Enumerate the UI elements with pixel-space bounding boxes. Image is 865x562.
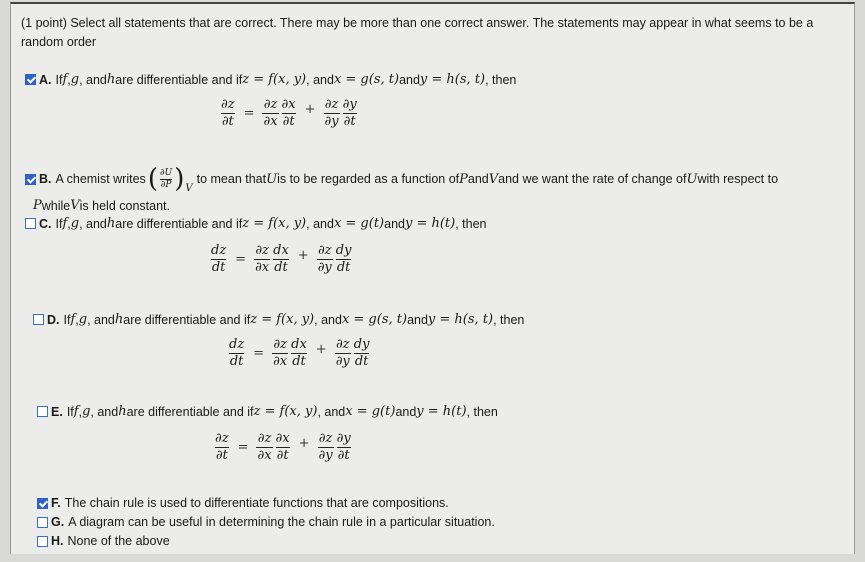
option-a-text: and bbox=[399, 72, 420, 87]
option-e-checkbox[interactable] bbox=[37, 406, 48, 417]
equals-sign: = bbox=[243, 106, 255, 121]
option-f-checkbox[interactable] bbox=[37, 498, 48, 509]
frac-den: ∂x bbox=[263, 114, 278, 129]
plus-sign: + bbox=[304, 102, 316, 117]
option-d-text: , and bbox=[314, 312, 342, 327]
option-e-text: , and bbox=[317, 404, 346, 419]
math-g: g bbox=[82, 404, 91, 419]
right-paren: ) bbox=[174, 164, 185, 194]
math-condition: y = h(s, t) bbox=[427, 312, 494, 327]
equals-sign: = bbox=[237, 440, 249, 455]
math-condition: z = f(x, y) bbox=[242, 216, 307, 231]
math-condition: x = g(s, t) bbox=[341, 312, 408, 327]
option-f-text: The chain rule is used to differentiate functions that are compositions. bbox=[64, 496, 449, 510]
comma: , bbox=[67, 216, 71, 231]
fraction bbox=[317, 244, 333, 275]
math-condition: y = h(s, t) bbox=[419, 72, 486, 87]
option-b-text: with respect to bbox=[697, 172, 779, 186]
fraction bbox=[342, 98, 358, 129]
frac-den: ∂t bbox=[215, 448, 228, 463]
fraction bbox=[335, 338, 351, 369]
option-h-letter: H. bbox=[51, 534, 64, 548]
frac-num: ∂z bbox=[215, 431, 229, 446]
option-b-letter: B. bbox=[39, 172, 52, 186]
option-b-text: is to be regarded as a function of bbox=[277, 172, 460, 186]
frac-num: ∂x bbox=[281, 97, 296, 112]
equals-sign: = bbox=[253, 346, 265, 361]
option-g-letter: G. bbox=[51, 515, 65, 529]
math-f: f bbox=[62, 216, 68, 231]
math-h: h bbox=[118, 404, 127, 419]
option-a-text: , and bbox=[79, 72, 107, 87]
option-a-text: , and bbox=[306, 72, 334, 87]
option-b-text: A chemist writes bbox=[55, 172, 146, 186]
option-d-text: , then bbox=[493, 312, 525, 327]
fraction bbox=[324, 98, 340, 129]
option-e[interactable] bbox=[37, 404, 498, 419]
frac-den: ∂y bbox=[324, 114, 339, 129]
frac-num: dy bbox=[353, 337, 370, 352]
frac-num: ∂z bbox=[324, 97, 339, 112]
partial-notation bbox=[148, 166, 193, 192]
math-u: U bbox=[266, 171, 278, 187]
option-e-equation bbox=[213, 432, 353, 463]
option-c-checkbox[interactable] bbox=[25, 218, 36, 229]
comma: , bbox=[78, 404, 83, 419]
frac-den: ∂t bbox=[337, 448, 350, 463]
frac-num: ∂z bbox=[263, 97, 278, 112]
frac-den: ∂y bbox=[318, 448, 333, 463]
option-g[interactable] bbox=[37, 515, 495, 529]
fraction bbox=[318, 432, 334, 463]
option-c-equation bbox=[209, 244, 353, 275]
frac-den: ∂t bbox=[221, 114, 234, 129]
math-f: f bbox=[70, 312, 76, 327]
frac-num: ∂z bbox=[221, 97, 235, 112]
subscript: V bbox=[185, 182, 193, 194]
fraction bbox=[220, 98, 236, 129]
option-c-text: If bbox=[55, 216, 63, 231]
option-b-text: and bbox=[467, 172, 489, 186]
frac-den: dt bbox=[292, 354, 306, 369]
option-b-text: while bbox=[41, 198, 71, 213]
option-d[interactable] bbox=[33, 312, 524, 327]
fraction bbox=[272, 244, 290, 275]
option-b-line2 bbox=[33, 198, 170, 213]
frac-den: ∂x bbox=[255, 260, 270, 275]
math-h: h bbox=[106, 72, 116, 87]
math-h: h bbox=[106, 216, 116, 231]
option-e-text: and bbox=[395, 404, 417, 419]
option-d-letter: D. bbox=[47, 312, 60, 327]
option-a-letter: A. bbox=[39, 72, 52, 87]
fraction bbox=[254, 244, 270, 275]
frac-den: ∂P bbox=[160, 179, 172, 190]
plus-sign: + bbox=[315, 342, 327, 357]
option-h-checkbox[interactable] bbox=[37, 536, 48, 547]
math-condition: x = g(t) bbox=[333, 216, 385, 231]
option-c-text: are differentiable and if bbox=[115, 216, 243, 231]
option-c-text: , and bbox=[306, 216, 334, 231]
frac-den: dt bbox=[211, 260, 226, 275]
fraction bbox=[262, 98, 278, 129]
frac-den: dt bbox=[336, 260, 351, 275]
math-g: g bbox=[78, 312, 88, 327]
option-c-text: , and bbox=[79, 216, 107, 231]
option-c[interactable] bbox=[25, 216, 487, 231]
frac-num: dx bbox=[273, 243, 289, 258]
option-a-checkbox[interactable] bbox=[25, 74, 36, 85]
option-f-letter: F. bbox=[51, 496, 61, 510]
frac-num: ∂x bbox=[275, 431, 290, 446]
fraction bbox=[275, 432, 291, 463]
math-u: U bbox=[686, 171, 698, 187]
math-condition: z = f(x, y) bbox=[242, 72, 307, 87]
math-g: g bbox=[70, 216, 80, 231]
math-f: f bbox=[73, 404, 79, 419]
frac-num: ∂z bbox=[257, 431, 272, 446]
frac-den: dt bbox=[274, 260, 288, 275]
fraction bbox=[228, 338, 245, 369]
option-c-letter: C. bbox=[39, 216, 52, 231]
frac-num: ∂z bbox=[318, 431, 333, 446]
fraction bbox=[210, 244, 227, 275]
math-condition: x = g(s, t) bbox=[333, 72, 400, 87]
option-d-text: If bbox=[63, 312, 71, 327]
option-g-text: A diagram can be useful in determining the chain rule in a particular situation. bbox=[68, 515, 495, 529]
fraction bbox=[214, 432, 230, 463]
frac-num: ∂z bbox=[317, 243, 332, 258]
fraction bbox=[159, 169, 173, 190]
frac-num: ∂U bbox=[159, 167, 173, 178]
fraction bbox=[336, 432, 352, 463]
math-h: h bbox=[114, 312, 124, 327]
math-v: V bbox=[488, 171, 499, 187]
option-e-text: , then bbox=[466, 404, 498, 419]
frac-den: ∂t bbox=[276, 448, 289, 463]
option-e-text: , and bbox=[90, 404, 119, 419]
option-b-text: to mean that bbox=[196, 172, 267, 186]
math-f: f bbox=[62, 72, 68, 87]
fraction bbox=[281, 98, 297, 129]
fraction bbox=[353, 338, 371, 369]
option-a-text: are differentiable and if bbox=[115, 72, 243, 87]
fraction bbox=[335, 244, 353, 275]
comma: , bbox=[67, 72, 71, 87]
frac-den: ∂t bbox=[343, 114, 356, 129]
option-b-checkbox[interactable] bbox=[25, 174, 36, 185]
math-condition: z = f(x, y) bbox=[250, 312, 315, 327]
comma: , bbox=[75, 312, 79, 327]
frac-num: dz bbox=[211, 243, 227, 258]
plus-sign: + bbox=[298, 436, 310, 451]
frac-num: ∂z bbox=[335, 337, 350, 352]
frac-num: ∂z bbox=[273, 337, 287, 352]
fraction bbox=[256, 432, 272, 463]
frac-den: ∂y bbox=[317, 260, 332, 275]
math-p: P bbox=[459, 171, 468, 187]
option-b[interactable] bbox=[25, 166, 778, 192]
option-d-text: , and bbox=[87, 312, 115, 327]
frac-den: dt bbox=[354, 354, 369, 369]
frac-num: dz bbox=[229, 337, 245, 352]
option-a-equation bbox=[219, 98, 359, 129]
option-b-text: and we want the rate of change of bbox=[498, 172, 687, 186]
option-d-text: and bbox=[407, 312, 428, 327]
option-f[interactable] bbox=[37, 496, 449, 510]
frac-den: ∂t bbox=[282, 114, 295, 129]
option-h[interactable] bbox=[37, 534, 170, 548]
math-g: g bbox=[70, 72, 80, 87]
math-condition: y = h(t) bbox=[416, 404, 467, 419]
option-a-text: If bbox=[55, 72, 63, 87]
equals-sign: = bbox=[235, 252, 247, 267]
option-c-text: , then bbox=[455, 216, 487, 231]
option-e-text: If bbox=[66, 404, 74, 419]
option-b-text: is held constant. bbox=[79, 198, 170, 213]
math-condition: x = g(t) bbox=[345, 404, 396, 419]
fraction bbox=[272, 338, 288, 369]
question-panel bbox=[10, 2, 855, 554]
frac-num: dx bbox=[291, 337, 307, 352]
question-header: (1 point) Select all statements that are correct. There may be more than one correct answer. The statements may appear in what seems to be a random order bbox=[21, 16, 814, 49]
frac-den: ∂x bbox=[257, 448, 272, 463]
frac-den: ∂x bbox=[273, 354, 288, 369]
option-h-text: None of the above bbox=[67, 534, 170, 548]
option-a[interactable] bbox=[25, 72, 516, 87]
option-d-checkbox[interactable] bbox=[33, 314, 44, 325]
frac-den: dt bbox=[229, 354, 244, 369]
option-g-checkbox[interactable] bbox=[37, 517, 48, 528]
option-e-text: are differentiable and if bbox=[126, 404, 254, 419]
math-condition: z = f(x, y) bbox=[253, 404, 318, 419]
option-a-text: , then bbox=[485, 72, 517, 87]
frac-num: dy bbox=[335, 243, 352, 258]
frac-num: ∂z bbox=[255, 243, 269, 258]
math-condition: y = h(t) bbox=[404, 216, 456, 231]
plus-sign: + bbox=[297, 248, 309, 263]
option-e-letter: E. bbox=[51, 404, 63, 419]
frac-num: ∂y bbox=[342, 97, 357, 112]
option-d-equation bbox=[227, 338, 371, 369]
left-paren: ( bbox=[147, 164, 158, 194]
option-c-text: and bbox=[384, 216, 405, 231]
math-v: V bbox=[70, 198, 80, 213]
frac-num: ∂y bbox=[336, 431, 351, 446]
frac-den: ∂y bbox=[335, 354, 350, 369]
option-d-text: are differentiable and if bbox=[123, 312, 251, 327]
math-p: P bbox=[33, 198, 42, 213]
fraction bbox=[290, 338, 308, 369]
